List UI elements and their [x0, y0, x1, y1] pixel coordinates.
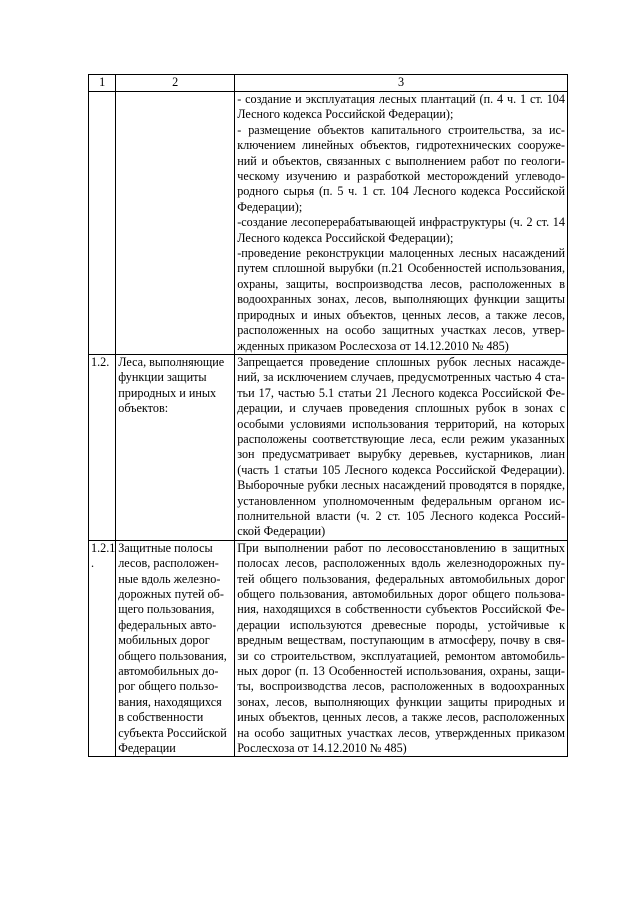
row-name-cell — [116, 92, 235, 355]
text-line: -создание лесоперерабатывающей инфраструктуры (ч. 2 ст. 14 — [237, 215, 565, 230]
text-line: родного сырья (п. 5 ч. 1 ст. 104 Лесного кодекса Российской — [237, 184, 565, 199]
header-cell-2: 2 — [116, 75, 235, 92]
text-line: на особо защитных участках лесов, утвержденных приказом — [237, 725, 565, 740]
row-number: 1.2.1 — [91, 540, 116, 555]
text-line: Защитные полосы — [118, 540, 213, 555]
text-line: Федерации — [118, 741, 176, 756]
text-line: Федерации); — [237, 199, 303, 214]
text-line: установленном уполномоченным федеральным органом ис- — [237, 493, 565, 508]
row-text-cell — [235, 540, 568, 757]
text-line: особыми условиями использования территорий, на которых — [237, 416, 565, 431]
regulation-table — [88, 74, 568, 757]
text-line: водоохранных зонах, лесов, выполняющих функции защиты — [237, 292, 565, 307]
row-number-cell — [89, 354, 116, 540]
text-line: Лесного кодекса Российской Федерации); — [237, 107, 454, 122]
text-line: ческому изучению и разработкой месторождений углеводо- — [237, 169, 565, 184]
text-line: зон предусматривает вырубку деревьев, кустарников, лиан — [237, 447, 565, 462]
text-line: жденных приказом Рослесхоза от 14.12.2010 № 485) — [237, 338, 509, 353]
text-line: ний и объектов, связанных с выполнением работ по геологи- — [237, 153, 565, 168]
text-line: (часть 1 статьи 105 Лесного кодекса Российской Федерации). — [237, 462, 565, 477]
text-line: Лесного кодекса Российской Федерации); — [237, 230, 454, 245]
row-number-cell — [89, 540, 116, 757]
text-line: расположены соответствующие леса, если режим указанных — [237, 431, 565, 446]
text-line: вредным веществам, поступающим в атмосферу, почву в свя- — [237, 633, 565, 648]
row-text — [237, 355, 565, 540]
text-line: ключением линейных объектов, гидротехнических сооруже- — [237, 138, 565, 153]
text-line: рог общего пользо- — [118, 679, 219, 694]
text-line: Выборочные рубки лесных насаждений проводятся в порядке, — [237, 478, 565, 493]
text-line: федеральных авто- — [118, 617, 217, 632]
text-line: мобильных дорог — [118, 633, 210, 648]
row-text — [237, 541, 565, 757]
header-cell-3: 3 — [235, 75, 568, 92]
text-line: автомобильных до- — [118, 664, 219, 679]
text-line: Рослесхоза от 14.12.2010 № 485) — [237, 741, 407, 756]
row-name-cell — [116, 540, 235, 757]
text-line: При выполнении работ по лесовосстановлению в защитных — [237, 540, 565, 555]
text-line: полосах лесов, расположенных вдоль железнодорожных пу- — [237, 556, 565, 571]
header-row — [89, 75, 568, 92]
text-line: Леса, выполняющие — [118, 354, 225, 369]
text-line: ты, воспроизводства лесов, расположенных в водоохранных — [237, 679, 565, 694]
text-line: тьи 17, частью 5.1 статьи 21 Лесного кодекса Российской Фе- — [237, 385, 565, 400]
row-name — [118, 541, 232, 757]
text-line: тей общего пользования, федеральных автомобильных дорог — [237, 571, 565, 586]
text-line: щего пользования, — [118, 602, 215, 617]
row-text-cell — [235, 92, 568, 355]
text-line: Запрещается проведение сплошных рубок лесных насажде- — [237, 354, 565, 369]
text-line: природных и иных объектов, ценных лесов, а также лесов, — [237, 307, 565, 322]
header-cell-1: 1 — [89, 75, 116, 92]
table-row-1-2 — [89, 354, 568, 540]
text-line: в собственности — [118, 710, 204, 725]
text-line: функции защиты — [118, 370, 207, 385]
text-line: дорожных путей об- — [118, 587, 224, 601]
row-name — [118, 355, 232, 417]
text-line: иных объектов, ценных лесов, а также лесов, расположенных — [237, 710, 565, 725]
text-line: ний, за исключением случаев, предусмотренных частью 4 ста- — [237, 370, 565, 385]
text-line: путем сплошной вырубки (п.21 Особенностей использования, — [237, 261, 565, 276]
text-line: ные вдоль железно- — [118, 571, 221, 586]
text-line: -проведение реконструкции малоценных лесных насаждений — [237, 246, 565, 261]
text-line: субъекта Российской — [118, 725, 227, 740]
text-line: ской Федерации) — [237, 524, 326, 539]
text-line: - создание и эксплуатация лесных плантаций (п. 4 ч. 1 ст. 104 — [237, 92, 565, 106]
row-number: 1.2. — [91, 354, 110, 369]
text-line: ных дорог (п. 13 Особенностей использования, охраны, защи- — [237, 664, 565, 679]
table-row-continuation — [89, 92, 568, 355]
row-text — [237, 92, 565, 354]
text-line: объектов: — [118, 401, 169, 416]
row-number-continuation: . — [91, 556, 95, 571]
text-line: - размещение объектов капитального строительства, за ис- — [237, 122, 565, 137]
text-line: лесов, расположен- — [118, 556, 219, 571]
row-text-cell — [235, 354, 568, 540]
text-line: природных и иных — [118, 385, 217, 400]
text-line: зи со строительством, эксплуатацией, ремонтом автомобиль- — [237, 648, 565, 663]
row-number-cell — [89, 92, 116, 355]
row-name-cell — [116, 354, 235, 540]
text-line: охраны, защиты, воспроизводства лесов, расположенных в — [237, 276, 565, 291]
text-line: ния, находящихся в собственности субъектов Российской Фе- — [237, 602, 565, 617]
text-line: расположенных на особо защитных участках лесов, утвер- — [237, 323, 565, 338]
table-row-1-2-1 — [89, 540, 568, 757]
text-line: дерации, и случаев проведения сплошных рубок в зонах с — [237, 401, 565, 416]
text-line: зонах, лесов, выполняющих функции защиты природных и — [237, 694, 565, 709]
text-line: общего пользования, — [118, 648, 227, 663]
text-line: вания, находящихся — [118, 694, 222, 709]
text-line: общего пользования, автомобильных дорог общего пользова- — [237, 587, 565, 601]
text-line: полнительной власти (ч. 2 ст. 105 Лесного кодекса Россий- — [237, 508, 565, 523]
text-line: дерации используются древесные породы, устойчивые к — [237, 617, 565, 632]
